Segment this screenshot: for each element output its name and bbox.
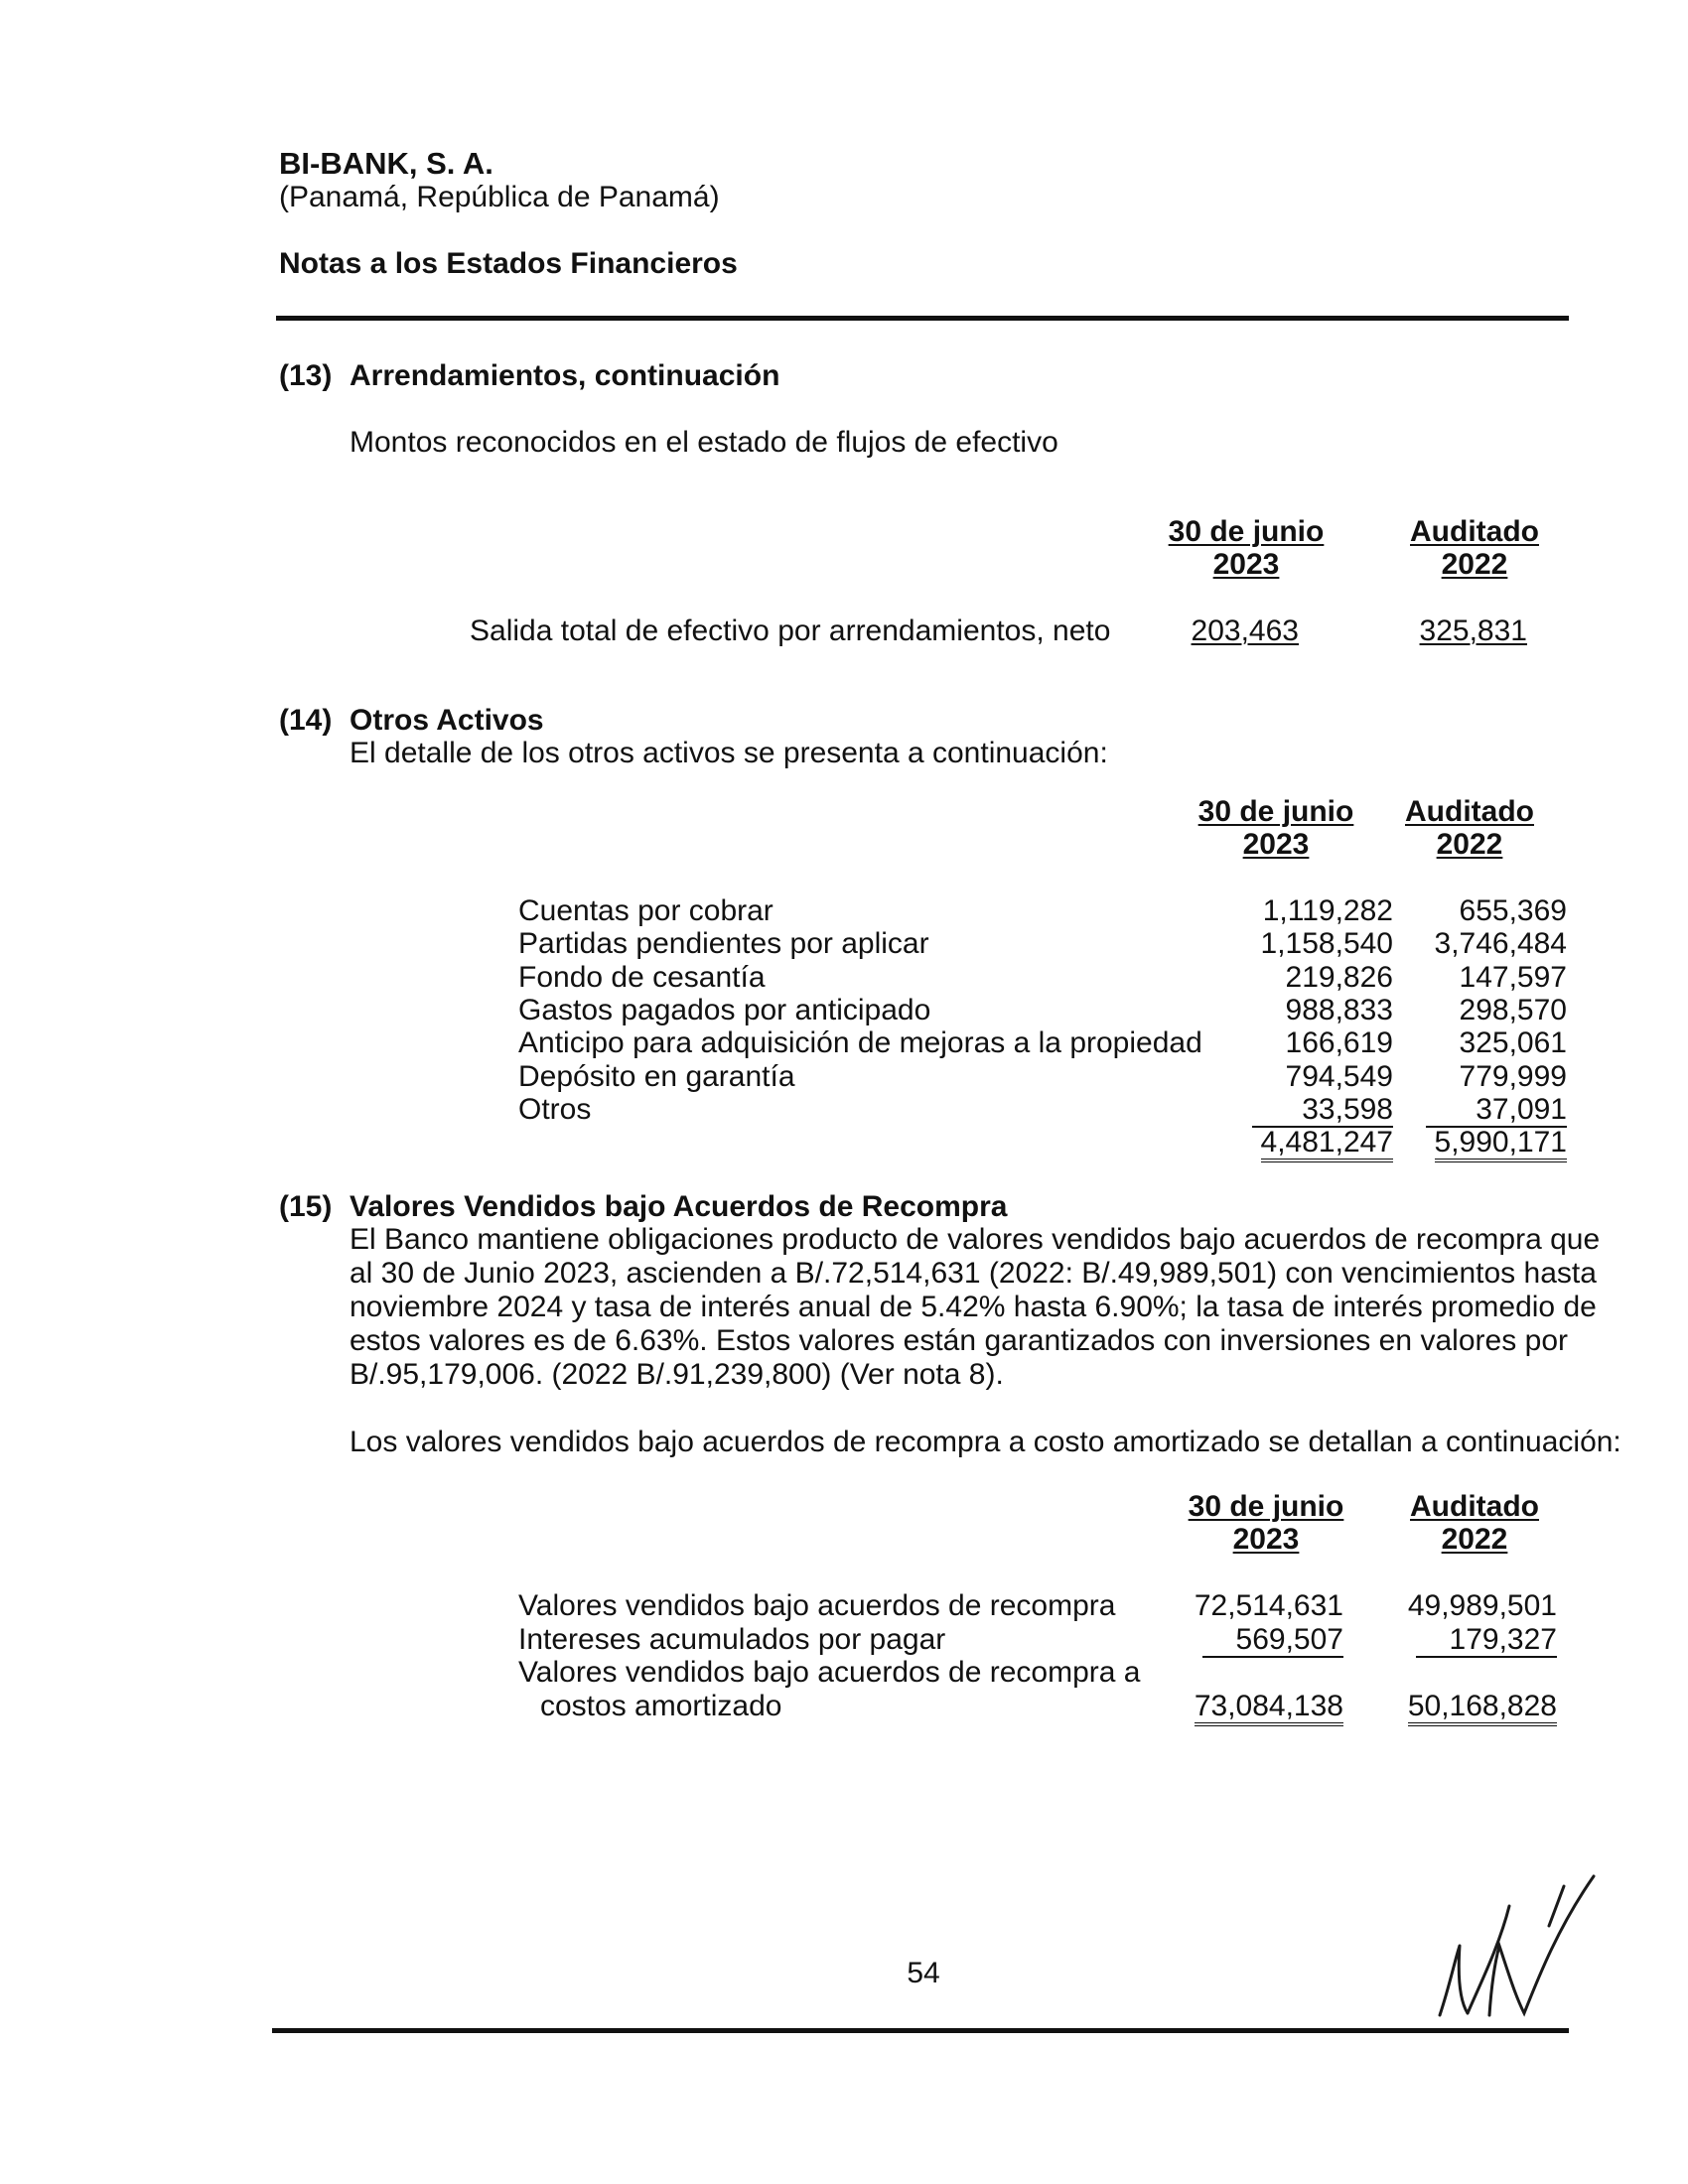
note15-paragraph-line: noviembre 2024 y tasa de interés anual de 5.42% hasta 6.90%; la tasa de interés promedio de [350, 1291, 1597, 1323]
note14-row-label: Fondo de cesantía [518, 961, 766, 994]
note14-row-value-2022: 3,746,484 [1434, 927, 1567, 960]
note15-row3-2023: 73,084,138 [1167, 1689, 1343, 1724]
company-name: BI-BANK, S. A. [279, 146, 493, 181]
signature-mark [1430, 1866, 1609, 2025]
header-rule [276, 316, 1569, 321]
note14-row-value-2022: 779,999 [1459, 1060, 1567, 1093]
note13-number: (13) [279, 359, 333, 392]
note15-para2: Los valores vendidos bajo acuerdos de recompra a costo amortizado se detallan a continuación: [350, 1426, 1621, 1458]
note13-heading: Arrendamientos, continuación [350, 359, 780, 392]
note15-col2-year: 2022 [1441, 1523, 1508, 1556]
note14-row-value-2023: 166,619 [1285, 1026, 1393, 1059]
note15-row2-2022: 179,327 [1380, 1622, 1557, 1658]
note13-col1-header: 30 de junio [1168, 515, 1325, 548]
note13-subtitle: Montos reconocidos en el estado de flujos de efectivo [350, 426, 1058, 459]
note14-col2-year: 2022 [1436, 828, 1503, 861]
note14-col1-year: 2023 [1242, 828, 1310, 861]
note13-col2-year: 2022 [1441, 548, 1508, 581]
note15-row1-2022: 49,989,501 [1407, 1589, 1557, 1622]
note14-heading: Otros Activos [350, 704, 544, 737]
note14-row-value-2023: 794,549 [1285, 1060, 1393, 1093]
note15-number: (15) [279, 1190, 333, 1223]
page-number: 54 [907, 1957, 940, 1989]
note14-intro: El detalle de los otros activos se presenta a continuación: [350, 737, 1108, 769]
note15-col1-year: 2023 [1232, 1523, 1300, 1556]
note14-total-2023: 4,481,247 [1246, 1125, 1393, 1160]
note15-paragraph-line: B/.95,179,006. (2022 B/.91,239,800) (Ver nota 8). [350, 1358, 1004, 1391]
page-title: Notas a los Estados Financieros [279, 247, 738, 280]
note15-row3-label: Valores vendidos bajo acuerdos de recompra a [518, 1656, 1141, 1689]
note14-row-value-2022: 298,570 [1459, 994, 1567, 1026]
note14-row-value-2023: 988,833 [1285, 994, 1393, 1026]
note14-total-2022: 5,990,171 [1420, 1125, 1567, 1160]
note13-row-value-2023: 203,463 [1191, 614, 1299, 647]
note15-row3-label-cont: costos amortizado [540, 1690, 782, 1722]
note14-row-label: Cuentas por cobrar [518, 894, 774, 927]
note15-row2-label: Intereses acumulados por pagar [518, 1623, 946, 1656]
note15-row1-2023: 72,514,631 [1194, 1589, 1343, 1622]
note14-row-label: Gastos pagados por anticipado [518, 994, 931, 1026]
note14-col1-header: 30 de junio [1197, 795, 1354, 828]
note15-row2-2023: 569,507 [1167, 1622, 1343, 1658]
note14-row-value-2023: 219,826 [1285, 961, 1393, 994]
note14-row-label: Depósito en garantía [518, 1060, 795, 1093]
note15-paragraph-line: al 30 de Junio 2023, ascienden a B/.72,514,631 (2022: B/.49,989,501) con vencimientos hasta [350, 1257, 1597, 1290]
note13-row-value-2022: 325,831 [1419, 614, 1527, 647]
footer-rule [272, 2028, 1569, 2033]
note14-row-label: Partidas pendientes por aplicar [518, 927, 929, 960]
note14-row-value-2023: 1,158,540 [1260, 927, 1393, 960]
note15-paragraph-line: El Banco mantiene obligaciones producto de valores vendidos bajo acuerdos de recompra que [350, 1223, 1601, 1256]
note14-row-label: Anticipo para adquisición de mejoras a la propiedad [518, 1026, 1202, 1059]
note14-number: (14) [279, 704, 333, 737]
company-location: (Panamá, República de Panamá) [279, 181, 720, 213]
note15-row3-2022: 50,168,828 [1380, 1689, 1557, 1724]
note14-col2-header: Auditado [1405, 795, 1534, 828]
note15-col1-header: 30 de junio [1188, 1490, 1344, 1523]
note15-paragraph-line: estos valores es de 6.63%. Estos valores están garantizados con inversiones en valores por [350, 1324, 1568, 1357]
note15-row1-label: Valores vendidos bajo acuerdos de recompra [518, 1589, 1116, 1622]
note14-row-value-2022: 37,091 [1400, 1092, 1567, 1128]
note13-col1-year: 2023 [1212, 548, 1280, 581]
note13-col2-header: Auditado [1410, 515, 1539, 548]
note15-heading: Valores Vendidos bajo Acuerdos de Recompra [350, 1190, 1008, 1223]
note15-col2-header: Auditado [1410, 1490, 1539, 1523]
note14-row-value-2022: 325,061 [1459, 1026, 1567, 1059]
note13-row-label: Salida total de efectivo por arrendamientos, neto [470, 614, 1111, 647]
note14-row-value-2022: 655,369 [1459, 894, 1567, 927]
note14-row-label: Otros [518, 1093, 592, 1126]
note14-row-value-2023: 33,598 [1226, 1092, 1393, 1128]
note14-row-value-2022: 147,597 [1459, 961, 1567, 994]
note14-row-value-2023: 1,119,282 [1262, 894, 1393, 927]
